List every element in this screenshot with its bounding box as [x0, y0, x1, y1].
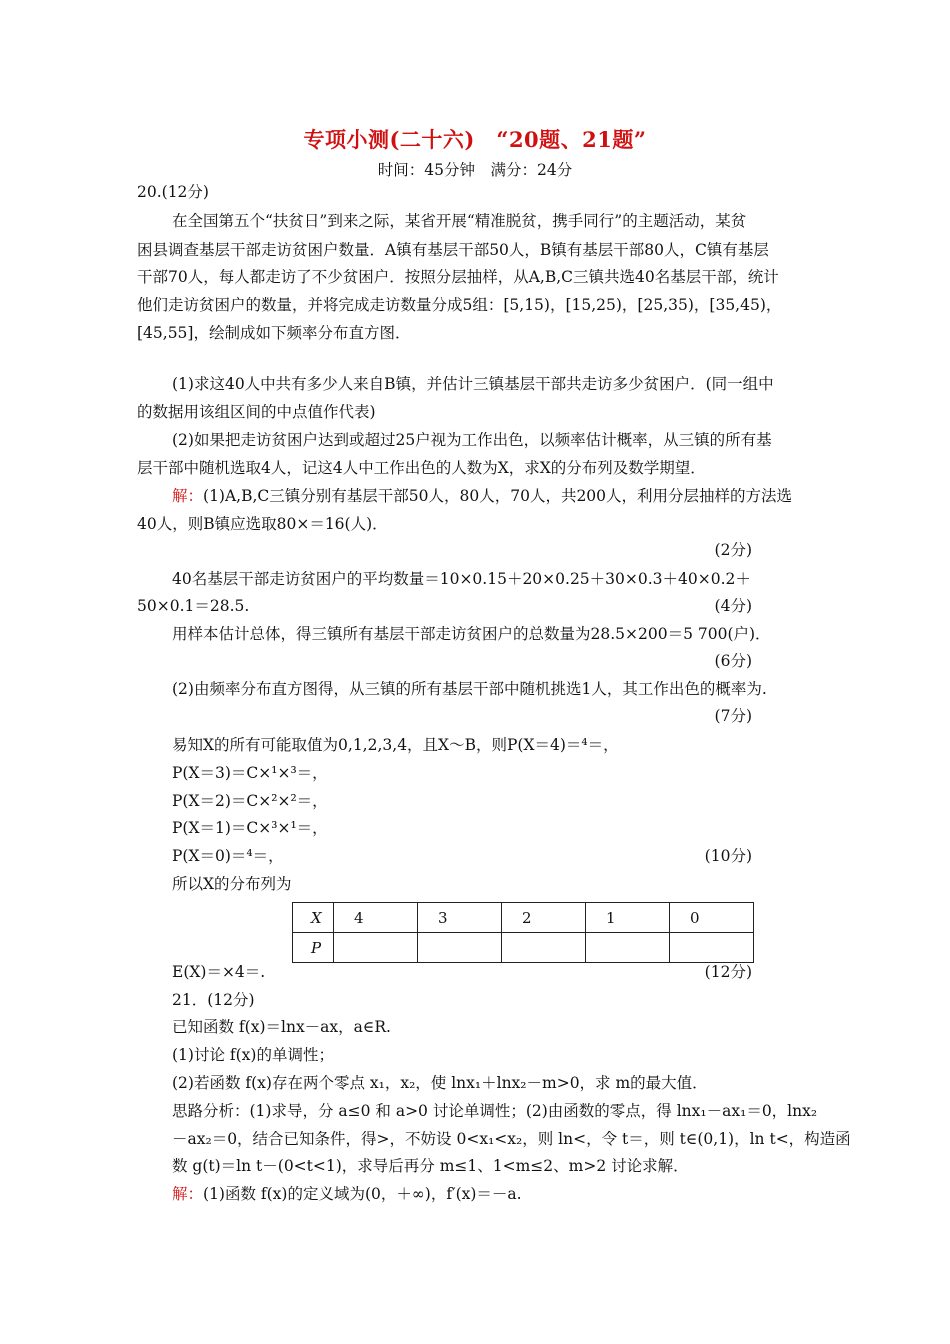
question-21-part-2: (2)若函数 f(x)存在两个零点 x₁，x₂，使 lnx₁＋lnx₂－m>0，求 m的最大值． — [172, 1074, 708, 1092]
table-cell: 1 — [586, 903, 670, 933]
solution-21-line: 解：(1)函数 f(x)的定义域为(0，＋∞)，f′(x)＝－a. — [172, 1185, 522, 1203]
probability-line: 易知X的所有可能取值为0,1,2,3,4，且X～B，则P(X＝4)＝⁴＝， — [172, 736, 619, 754]
question-20-part-1: (1)求这40人中共有多少人来自B镇，并估计三镇基层干部共走访多少贫困户．(同一组中 — [172, 375, 774, 393]
table-row — [293, 933, 754, 963]
expectation-line: E(X)＝×4＝. — [172, 963, 266, 981]
table-cell: P — [293, 933, 334, 963]
table-cell: 0 — [670, 903, 754, 933]
average-calc: 40名基层干部走访贫困户的平均数量＝10×0.15＋20×0.25＋30×0.3＋40×0.2＋ — [172, 570, 751, 588]
table-cell — [502, 933, 586, 963]
page-title: 专项小测(二十六) “20题、21题” — [303, 127, 647, 152]
solution-1-line: 40人，则B镇应选取80×＝16(人)． — [137, 515, 388, 533]
score-marker: (2分) — [714, 541, 752, 559]
probability-line: P(X＝1)＝C×³×¹＝， — [172, 819, 328, 837]
score-marker: (6分) — [714, 652, 752, 670]
table-cell — [670, 933, 754, 963]
question-21-function: 已知函数 f(x)＝lnx－ax，a∈R. — [172, 1018, 391, 1036]
score-marker: (4分) — [714, 597, 752, 615]
distribution-table — [292, 902, 754, 963]
probability-line: P(X＝3)＝C×¹×³＝， — [172, 764, 328, 782]
question-20-part-1: 的数据用该组区间的中点值作代表) — [137, 403, 376, 421]
solution-label: 解： — [172, 487, 204, 505]
probability-line: P(X＝0)＝⁴＝， — [172, 847, 284, 865]
question-20-heading: 20.(12分) — [137, 183, 209, 201]
table-cell — [334, 933, 418, 963]
table-cell — [586, 933, 670, 963]
question-20-part-2: (2)如果把走访贫困户达到或超过25户视为工作出色，以频率估计概率，从三镇的所有基 — [172, 431, 772, 449]
question-20-text: 在全国第五个“扶贫日”到来之际，某省开展“精准脱贫，携手同行”的主题活动，某贫 — [172, 212, 747, 230]
solution-2-line: (2)由频率分布直方图得，从三镇的所有基层干部中随机挑选1人，其工作出色的概率为. — [172, 680, 767, 698]
average-calc: 50×0.1＝28.5. — [137, 597, 250, 615]
analysis-line: －ax₂＝0，结合已知条件，得>，不妨设 0<x₁<x₂，则 ln<，令 t＝，则 t∈(0,1)，ln t<，构造函 — [172, 1130, 851, 1148]
table-cell — [418, 933, 502, 963]
score-marker: (12分) — [704, 963, 752, 981]
table-row — [293, 903, 754, 933]
table-cell: 3 — [418, 903, 502, 933]
table-cell: 4 — [334, 903, 418, 933]
score-marker: (7分) — [714, 707, 752, 725]
total-estimate: 用样本估计总体，得三镇所有基层干部走访贫困户的总数量为28.5×200＝5 700(户)． — [172, 625, 771, 643]
question-20-text: [45,55]，绘制成如下频率分布直方图． — [137, 324, 411, 342]
score-marker: (10分) — [704, 847, 752, 865]
analysis-line: 数 g(t)＝ln t－(0<t<1)，求导后再分 m≤1、1<m≤2、m>2 讨论求解． — [172, 1157, 689, 1175]
time-score-info: 时间：45分钟 满分：24分 — [377, 161, 573, 179]
table-cell: 2 — [502, 903, 586, 933]
solution-1-line: 解：(1)A,B,C三镇分别有基层干部50人，80人，70人，共200人，利用分层抽样的方法选 — [172, 487, 793, 505]
distribution-intro: 所以X的分布列为 — [172, 875, 292, 893]
question-21-part-1: (1)讨论 f(x)的单调性； — [172, 1046, 334, 1064]
question-20-text: 干部70人，每人都走访了不少贫困户．按照分层抽样，从A,B,C三镇共选40名基层干部，统计 — [137, 268, 779, 286]
question-20-text: 他们走访贫困户的数量，并将完成走访数量分成5组：[5,15)，[15,25)，[25,35)，[35,45)， — [137, 296, 782, 314]
probability-line: P(X＝2)＝C×²×²＝， — [172, 792, 328, 810]
table-cell: X — [293, 903, 334, 933]
solution-label: 解： — [172, 1185, 204, 1203]
question-20-part-2: 层干部中随机选取4人，记这4人中工作出色的人数为X，求X的分布列及数学期望． — [137, 459, 706, 477]
question-21-heading: 21．(12分) — [172, 991, 255, 1009]
question-20-text: 困县调查基层干部走访贫困户数量．A镇有基层干部50人，B镇有基层干部80人，C镇有基层 — [137, 241, 769, 259]
analysis-line: 思路分析：(1)求导，分 a≤0 和 a>0 讨论单调性；(2)由函数的零点，得 lnx₁－ax₁＝0，lnx₂ — [172, 1102, 818, 1120]
